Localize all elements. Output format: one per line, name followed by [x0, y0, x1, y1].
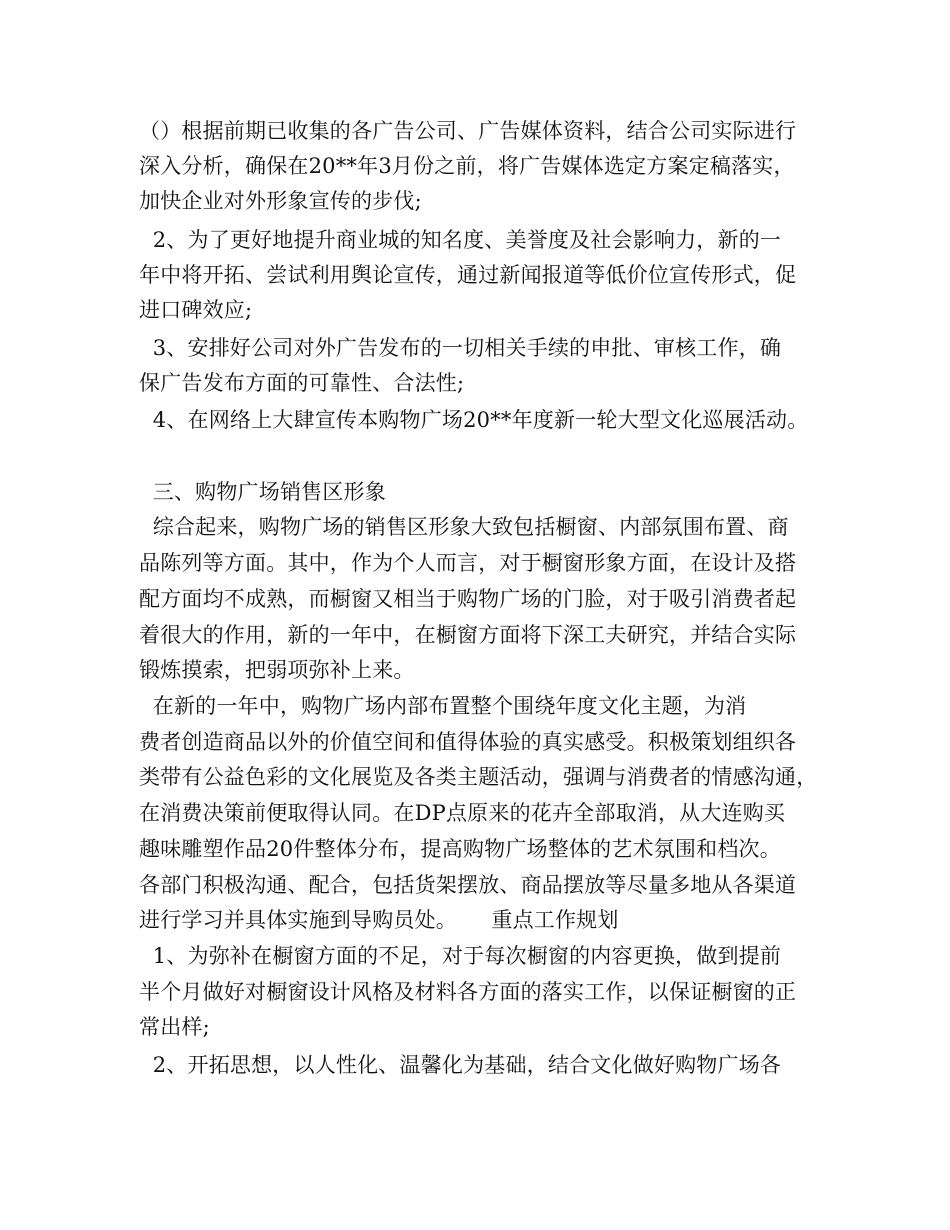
text-line: 1、为弥补在橱窗方面的不足，对于每次橱窗的内容更换，做到提前: [139, 944, 782, 968]
text-line: 进行学习并具体实施到导购员处。 重点工作规划: [139, 908, 619, 932]
text-line: 年中将开拓、尝试利用舆论宣传，通过新闻报道等低价位宣传形式，促: [139, 263, 797, 287]
text-line: 进口碑效应;: [139, 298, 253, 322]
section-heading: 三、购物广场销售区形象: [139, 480, 386, 504]
text-line: （）根据前期已收集的各广告公司、广告媒体资料，结合公司实际进行: [139, 119, 797, 143]
text-line: 在消费决策前便取得认同。在DP点原来的花卉全部取消，从大连购买: [139, 801, 786, 825]
text-line: 保广告发布方面的可靠性、合法性;: [139, 371, 465, 395]
text-line: 各部门积极沟通、配合，包括货架摆放、商品摆放等尽量多地从各渠道: [139, 873, 797, 897]
text-line: 半个月做好对橱窗设计风格及材料各方面的落实工作，以保证橱窗的正: [139, 980, 797, 1004]
text-line: 4、在网络上大肆宣传本购物广场20**年度新一轮大型文化巡展活动。: [139, 408, 809, 432]
text-line: 2、开拓思想，以人性化、温馨化为基础，结合文化做好购物广场各: [139, 1053, 782, 1077]
text-line: 2、为了更好地提升商业城的知名度、美誉度及社会影响力，新的一: [139, 228, 782, 252]
text-line: 趣味雕塑作品20件整体分布，提高购物广场整体的艺术氛围和档次。: [139, 837, 781, 861]
text-line: 品陈列等方面。其中，作为个人而言，对于橱窗形象方面，在设计及搭: [139, 551, 797, 575]
text-line: 加快企业对外形象宣传的步伐;: [139, 189, 422, 213]
text-line: 着很大的作用，新的一年中，在橱窗方面将下深工夫研究，并结合实际: [139, 623, 797, 647]
text-line: 常出样;: [139, 1015, 210, 1039]
text-line: 费者创造商品以外的价值空间和值得体验的真实感受。积极策划组织各: [139, 730, 797, 754]
text-line: 锻炼摸索，把弱项弥补上来。: [139, 658, 415, 682]
text-line: 综合起来，购物广场的销售区形象大致包括橱窗、内部氛围布置、商: [139, 515, 789, 539]
text-line: 深入分析，确保在20**年3月份之前，将广告媒体选定方案定稿落实，: [139, 154, 795, 178]
text-line: 在新的一年中，购物广场内部布置整个围绕年度文化主题，为消: [139, 694, 747, 718]
text-line: 类带有公益色彩的文化展览及各类主题活动，强调与消费者的情感沟通，: [139, 765, 818, 789]
text-line: 3、安排好公司对外广告发布的一切相关手续的申批、审核工作，确: [139, 336, 782, 360]
text-line: 配方面均不成熟，而橱窗又相当于购物广场的门脸，对于吸引消费者起: [139, 587, 797, 611]
